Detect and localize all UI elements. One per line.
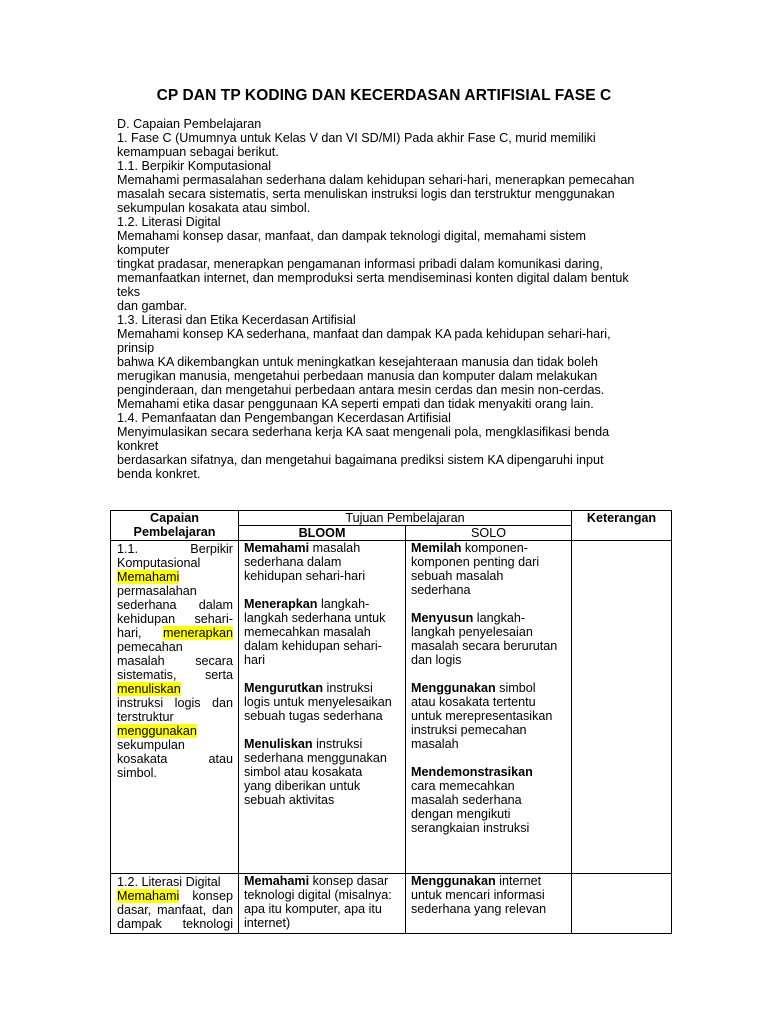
capaian-line xyxy=(117,598,233,612)
intro-line: 1. Fase C (Umumnya untuk Kelas V dan VI SD/MI) Pada akhir Fase C, murid memiliki xyxy=(117,131,596,145)
bloom-verb: Menuliskan xyxy=(244,737,313,751)
bloom-text: hari xyxy=(244,653,265,667)
intro-line: benda konkret. xyxy=(117,467,201,481)
capaian-line xyxy=(117,542,233,556)
intro-line: Memahami konsep dasar, manfaat, dan dampak teknologi digital, memahami sistem xyxy=(117,229,586,243)
document-title: CP DAN TP KODING DAN KECERDASAN ARTIFISIAL FASE C xyxy=(156,87,612,104)
bloom-text: sebuah aktivitas xyxy=(244,793,335,807)
solo-text: langkah penyelesaian xyxy=(411,625,533,639)
capaian-word: 1.1. xyxy=(117,542,139,556)
capaian-word: sehari- xyxy=(194,612,233,626)
intro-line: konkret xyxy=(117,439,159,453)
capaian-word: simbol. xyxy=(117,766,157,780)
capaian-word: konsep xyxy=(192,889,233,903)
intro-line: Memahami permasalahan sederhana dalam kehidupan sehari-hari, menerapkan pemecahan xyxy=(117,173,635,187)
capaian-line xyxy=(117,640,233,654)
row1-capaian xyxy=(111,541,239,874)
row2-solo xyxy=(406,874,572,934)
solo-text: komponen penting dari xyxy=(411,555,540,569)
capaian-word: secara xyxy=(195,654,233,668)
capaian-line xyxy=(117,626,233,640)
capaian-word: dalam xyxy=(198,598,233,612)
header-capaian-line2: Pembelajaran xyxy=(133,525,216,539)
solo-text: atau kosakata tertentu xyxy=(411,695,536,709)
solo-text: cara memecahkan xyxy=(411,779,515,793)
solo-objective xyxy=(411,541,566,597)
capaian-line xyxy=(117,612,233,626)
intro-line: bahwa KA dikembangkan untuk meningkatkan kesejahteraan manusia dan tidak boleh xyxy=(117,355,598,369)
capaian-line xyxy=(117,889,233,903)
capaian-line xyxy=(117,696,233,710)
capaian-word: dasar, xyxy=(117,903,152,917)
capaian-word: sederhana xyxy=(117,598,177,612)
capaian-line xyxy=(117,917,233,931)
intro-line: sekumpulan kosakata atau simbol. xyxy=(117,201,311,215)
intro-line: Memahami konsep KA sederhana, manfaat dan dampak KA pada kehidupan sehari-hari, xyxy=(117,327,611,341)
solo-text: sederhana yang relevan xyxy=(411,902,547,916)
header-solo: SOLO xyxy=(406,526,572,541)
capaian-line xyxy=(117,738,233,752)
intro-line: berdasarkan sifatnya, dan mengetahui bagaimana prediksi sistem KA dipengaruhi input xyxy=(117,453,604,467)
capaian-word: Berpikir xyxy=(190,542,233,556)
capaian-line xyxy=(117,654,233,668)
capaian-line xyxy=(117,724,233,738)
intro-line: Menyimulasikan secara sederhana kerja KA saat mengenali pola, mengklasifikasi benda xyxy=(117,425,610,439)
capaian-line xyxy=(117,556,233,570)
bloom-text: internet) xyxy=(244,916,291,930)
bloom-text: memecahkan masalah xyxy=(244,625,371,639)
intro-line: teks xyxy=(117,285,141,299)
solo-text: untuk merepresentasikan xyxy=(411,709,553,723)
capaian-line xyxy=(117,668,233,682)
capaian-word: kehidupan xyxy=(117,612,176,626)
bloom-objective xyxy=(244,541,400,583)
capaian-word: sekumpulan xyxy=(117,738,185,752)
intro-line: D. Capaian Pembelajaran xyxy=(117,117,262,131)
capaian-line xyxy=(117,752,233,766)
bloom-text: konsep dasar xyxy=(309,874,389,888)
capaian-word: instruksi xyxy=(117,696,164,710)
capaian-line xyxy=(117,875,233,889)
capaian-line xyxy=(117,710,233,724)
bloom-text: teknologi digital (misalnya: xyxy=(244,888,392,902)
capaian-word: teknologi xyxy=(182,917,233,931)
solo-verb: Menggunakan xyxy=(411,874,496,888)
bloom-text: apa itu komputer, apa itu xyxy=(244,902,382,916)
bloom-text: sederhana menggunakan xyxy=(244,751,387,765)
row1-bloom xyxy=(239,541,406,874)
capaian-word: Komputasional xyxy=(117,556,201,570)
intro-line: 1.1. Berpikir Komputasional xyxy=(117,159,272,173)
cp-tp-table xyxy=(110,510,672,934)
capaian-word: atau xyxy=(208,752,233,766)
intro-line: memanfaatkan internet, dan memproduksi serta mendiseminasi konten digital dalam bentuk xyxy=(117,271,629,285)
bloom-text: yang diberikan untuk xyxy=(244,779,361,793)
capaian-word: pemecahan xyxy=(117,640,183,654)
solo-text: serangkaian instruksi xyxy=(411,821,530,835)
capaian-word: logis xyxy=(174,696,201,710)
intro-line: kemampuan sebagai berikut. xyxy=(117,145,279,159)
capaian-word: permasalahan xyxy=(117,584,197,598)
solo-text: komponen- xyxy=(461,541,528,555)
row1-keterangan xyxy=(572,541,672,874)
solo-objective xyxy=(411,765,566,835)
intro-line: merugikan manusia, mengetahui perbedaan manusia dan komputer dalam melakukan xyxy=(117,369,598,383)
highlighted-word: menggunakan xyxy=(117,724,197,738)
intro-text xyxy=(117,117,657,481)
row2-capaian xyxy=(111,874,239,934)
bloom-text: langkah sederhana untuk xyxy=(244,611,386,625)
bloom-text: instruksi xyxy=(312,737,363,751)
highlighted-word: menuliskan xyxy=(117,682,181,696)
capaian-word: kosakata xyxy=(117,752,168,766)
header-capaian-line1: Capaian xyxy=(150,511,199,525)
solo-objective xyxy=(411,874,566,916)
bloom-text: masalah xyxy=(309,541,361,555)
solo-text: instruksi pemecahan xyxy=(411,723,527,737)
capaian-word: sistematis, xyxy=(117,668,177,682)
bloom-text: sederhana dalam xyxy=(244,555,342,569)
intro-line: komputer xyxy=(117,243,170,257)
solo-verb: Mendemonstrasikan xyxy=(411,765,533,779)
bloom-verb: Menerapkan xyxy=(244,597,318,611)
capaian-word: hari, xyxy=(117,626,142,640)
capaian-word: dampak xyxy=(117,917,162,931)
bloom-text: instruksi xyxy=(323,681,373,695)
capaian-line xyxy=(117,903,233,917)
capaian-line xyxy=(117,584,233,598)
bloom-verb: Memahami xyxy=(244,874,310,888)
header-bloom: BLOOM xyxy=(239,526,406,541)
solo-text: sebuah masalah xyxy=(411,569,504,583)
solo-text: sederhana xyxy=(411,583,471,597)
intro-line: tingkat pradasar, menerapkan pengamanan informasi pribadi dalam komunikasi daring, xyxy=(117,257,603,271)
capaian-word: manfaat, xyxy=(157,903,207,917)
bloom-verb: Mengurutkan xyxy=(244,681,324,695)
intro-line: Memahami etika dasar penggunaan KA seperti empati dan tidak menyakiti orang lain. xyxy=(117,397,594,411)
solo-text: masalah secara berurutan xyxy=(411,639,558,653)
capaian-word: masalah xyxy=(117,654,165,668)
intro-line: penginderaan, dan mengetahui perbedaan antara mesin cerdas dan mesin non-cerdas. xyxy=(117,383,605,397)
bloom-text: kehidupan sehari-hari xyxy=(244,569,366,583)
bloom-text: logis untuk menyelesaikan xyxy=(244,695,392,709)
bloom-objective xyxy=(244,681,400,723)
capaian-line xyxy=(117,682,233,696)
capaian-word: dan xyxy=(211,903,233,917)
highlighted-word: Memahami xyxy=(117,889,180,903)
solo-text: untuk mencari informasi xyxy=(411,888,545,902)
capaian-line xyxy=(117,766,233,780)
bloom-text: simbol atau kosakata xyxy=(244,765,363,779)
bloom-text: langkah- xyxy=(317,597,370,611)
intro-line: 1.4. Pemanfaatan dan Pengembangan Kecerdasan Artifisial xyxy=(117,411,451,425)
header-keterangan: Keterangan xyxy=(572,511,672,541)
bloom-objective xyxy=(244,597,400,667)
row1-solo xyxy=(406,541,572,874)
solo-text: langkah- xyxy=(473,611,526,625)
header-tujuan: Tujuan Pembelajaran xyxy=(239,511,572,526)
solo-verb: Menyusun xyxy=(411,611,474,625)
solo-verb: Memilah xyxy=(411,541,462,555)
solo-verb: Menggunakan xyxy=(411,681,496,695)
row2-bloom xyxy=(239,874,406,934)
solo-text: dan logis xyxy=(411,653,462,667)
bloom-objective xyxy=(244,737,400,807)
bloom-verb: Memahami xyxy=(244,541,310,555)
intro-line: 1.2. Literasi Digital xyxy=(117,215,221,229)
bloom-objective xyxy=(244,874,400,930)
intro-line: masalah secara sistematis, serta menuliskan instruksi logis dan terstruktur menggunakan xyxy=(117,187,615,201)
solo-text: dengan mengikuti xyxy=(411,807,511,821)
intro-line: prinsip xyxy=(117,341,155,355)
capaian-word: 1.2. Literasi Digital xyxy=(117,875,221,889)
header-capaian xyxy=(111,511,239,541)
capaian-line xyxy=(117,570,233,584)
bloom-text: sebuah tugas sederhana xyxy=(244,709,383,723)
capaian-word: dan xyxy=(212,696,234,710)
solo-text: masalah xyxy=(411,737,459,751)
bloom-text: dalam kehidupan sehari- xyxy=(244,639,382,653)
row2-keterangan xyxy=(572,874,672,934)
solo-text: internet xyxy=(495,874,542,888)
solo-objective xyxy=(411,681,566,751)
intro-line: dan gambar. xyxy=(117,299,188,313)
capaian-word: terstruktur xyxy=(117,710,174,724)
solo-objective xyxy=(411,611,566,667)
solo-text: masalah sederhana xyxy=(411,793,522,807)
highlighted-word: Memahami xyxy=(117,570,180,584)
highlighted-word: menerapkan xyxy=(162,626,233,640)
intro-line: 1.3. Literasi dan Etika Kecerdasan Artifisial xyxy=(117,313,356,327)
solo-text: simbol xyxy=(495,681,536,695)
capaian-word: serta xyxy=(205,668,233,682)
